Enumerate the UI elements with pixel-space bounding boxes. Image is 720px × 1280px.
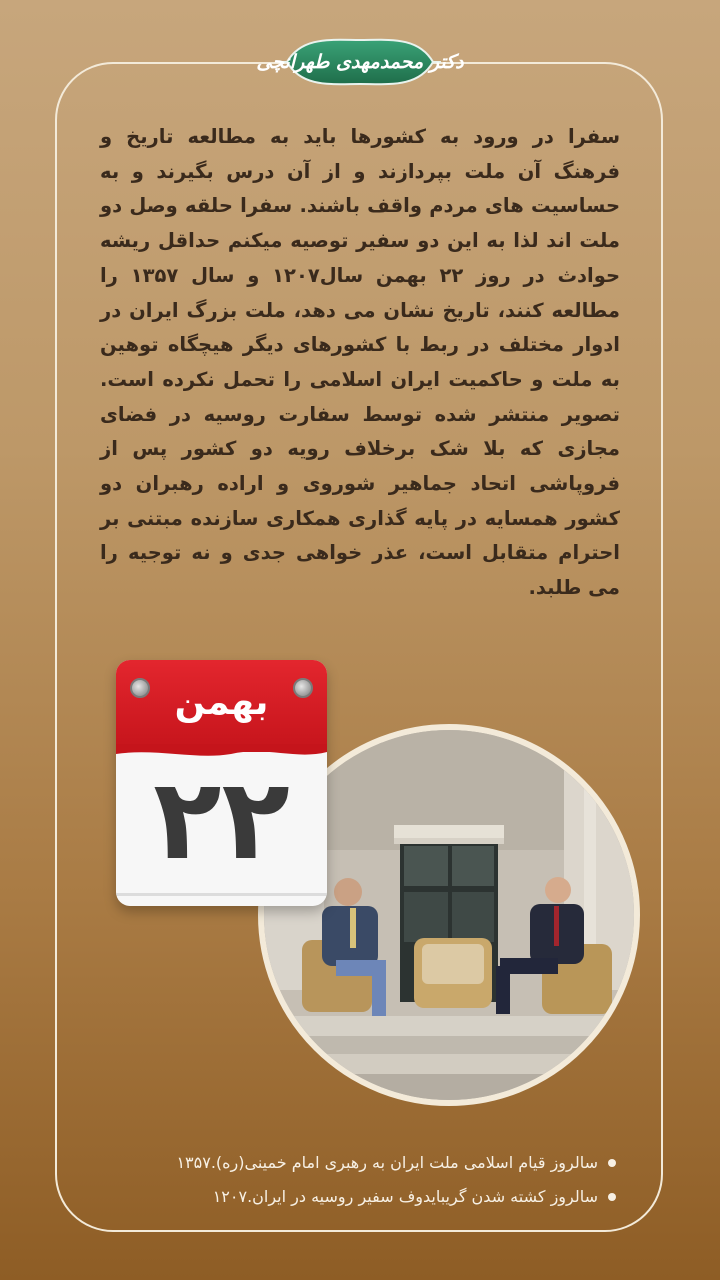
calendar-divider bbox=[116, 893, 327, 896]
events-list bbox=[176, 1146, 616, 1214]
author-logo bbox=[256, 26, 464, 98]
calendar-icon bbox=[116, 660, 327, 906]
event-text: سالروز قیام اسلامی ملت ایران به رهبری امام خمینی(ره).۱۳۵۷ bbox=[176, 1153, 598, 1172]
calendar-day: ۲۲ bbox=[153, 755, 290, 885]
body-paragraph: سفرا در ورود به کشورها باید به مطالعه تاریخ و فرهنگ آن ملت بپردازند و از آن درس بگیرند و به حساسیت های مردم واقف باشند. سفرا حلقه وصل دو ملت اند لذا به این دو سفیر توصیه میکنم حداقل ریشه حوادث در روز ۲۲ بهمن سال۱۲۰۷ و سال ۱۳۵۷ را مطالعه کنند، تاریخ نشان می دهد، ملت بزرگ ایران در ادوار مختلف در ربط با کشورهای دیگر هیچگاه توهین به ملت و حاکمیت ایران اسلامی را تحمل نکرده است. تصویر منتشر شده توسط سفارت روسیه در فضای مجازی که بلا شک برخلاف رویه دو کشور پس از فروپاشی اتحاد جماهیر شوروی و اراده رهبران دو کشور همسایه در پایه گذاری همکاری سازنده مبتنی بر احترام متقابل است، عذر خواهی جدی و نه توجیه را می طلبد. bbox=[100, 125, 621, 600]
calendar-month: بهمن bbox=[174, 682, 269, 723]
list-item bbox=[176, 1180, 616, 1214]
bullet-icon bbox=[608, 1159, 616, 1167]
bullet-icon bbox=[608, 1193, 616, 1201]
logo-text: دکتر محمدمهدی طهرانچی bbox=[256, 51, 464, 73]
event-text: سالروز کشته شدن گریبایدوف سفیر روسیه در ایران.۱۲۰۷ bbox=[212, 1187, 598, 1206]
list-item bbox=[176, 1146, 616, 1180]
